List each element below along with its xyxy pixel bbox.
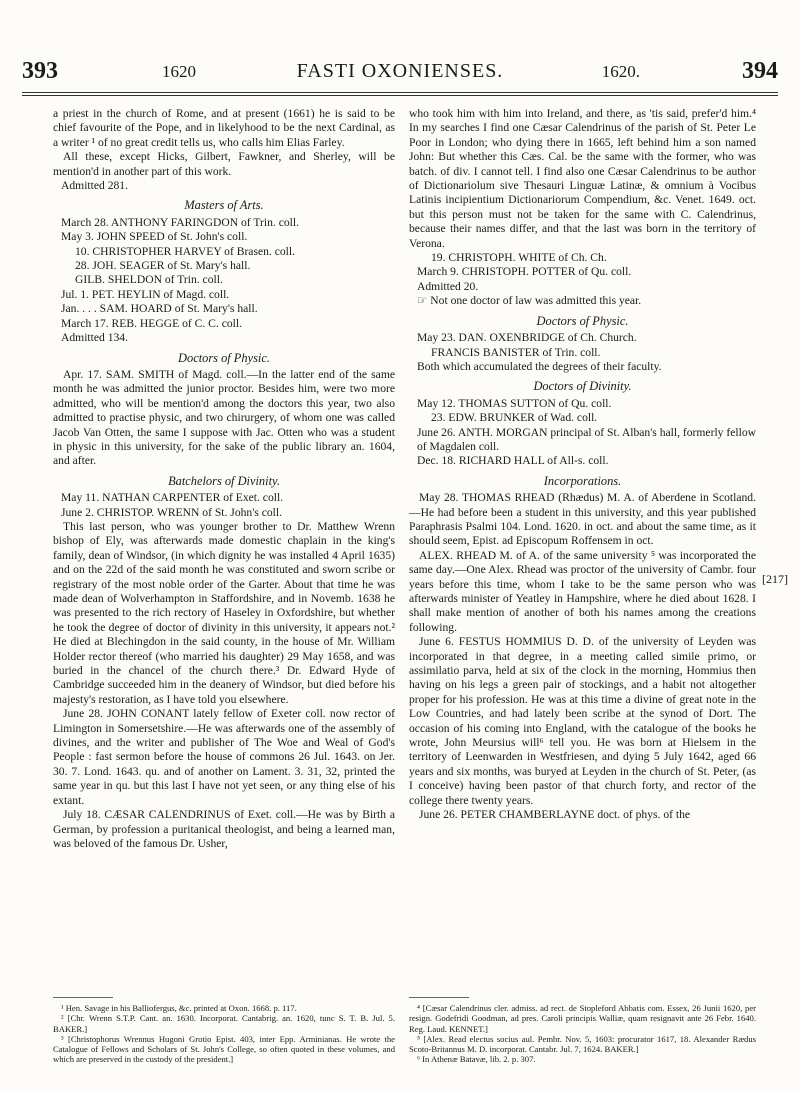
year-left: 1620 [162,62,196,81]
paragraph: Jul. 1. PET. HEYLIN of Magd. coll. [61,287,230,301]
paragraph: June 6. FESTUS HOMMIUS D. D. of the university of Leyden was incorporated in that degree, in a meeting called simile primo, or assimilatio parva, held at six of the clock in the morning, Hommius then having on his legs a green pair of stockings, and a habit not altogether proper for his profession. He was at this time a divine of great note in the Low Countries, and had lately been scribe at the synod of Dort. The occasion of his coming into England, with the catalogue of the books he wrote, John Meursius will⁶ tell you. He was born at Hielsem in the territory of Leenwarden in Westfriesen, and dying 5 July 1642, aged 66 years and six months, was buryed at Leyden in the church of St. Peter, (as I conceive) having been pastor of that church forty, and rector of the college there twenty years. [409,635,756,807]
footnote-rule-right [409,997,469,998]
footnote: ² [Chr. Wrenn S.T.P. Cant. an. 1630. Incorporat. Cantabrig. an. 1620, tunc S. T. B. Jul. 5. BAKER.] [53,1013,395,1034]
paragraph: Both which accumulated the degrees of their faculty. [417,359,662,373]
paragraph: This last person, who was younger brother to Dr. Matthew Wrenn bishop of Ely, was afterwards made domestic chaplain in the king's family, dean of Windsor, (in which dignity he was installed 4 April 1635) and on the 22d of the said month he was constituted and sworn scribe or registrary of the most noble order of the Garter. About that time he was made dean of Wolverhampton in Staffordshire, and in Novemb. 1638 he was presented to the rich rectory of Haseley in Oxfordshire, but whether he took the degree of doctor of divinity in this university, it appears not.² He died at Blechingdon in the said county, in the house of Mr. William Holder rector thereof (who married his daughter) 29 May 1658, and was buried in the chancel of the church there.³ Dr. Edward Hyde of Cambridge succeeded him in the deanery of Windsor, but died before his majesty's restoration, as I have told you elsewhere. [53,519,395,706]
page-number-right: 394 [742,58,778,84]
paragraph: March 9. CHRISTOPH. POTTER of Qu. coll. [417,265,632,279]
paragraph: Incorporations. [543,473,622,488]
footnotes-right [409,1003,756,1065]
paragraph: All these, except Hicks, Gilbert, Fawkner, and Sherley, will be mention'd in another part of this work. [53,150,395,178]
right-column [409,107,756,823]
paragraph: June 2. CHRISTOP. WRENN of St. John's coll. [61,505,282,519]
paragraph: 19. CHRISTOPH. WHITE of Ch. Ch. [431,251,607,265]
paragraph: 23. EDW. BRUNKER of Wad. coll. [431,411,598,425]
paragraph: Apr. 17. SAM. SMITH of Magd. coll.—In the latter end of the same month he was admitted the junior proctor. Besides him, were two more admitted, who will be mention'd among the doctors this year, two also admitted to practise physic, and two chirurgery, of whom one was called Jacob Van Otten, the same I suppose with Jac. Otten who was a student in physic in this university, for the sake of the public library an. 1604, and after. [53,367,395,468]
paragraph: March 17. REB. HEGGE of C. C. coll. [61,316,242,330]
paragraph: May 11. NATHAN CARPENTER of Exet. coll. [61,491,284,505]
footnotes-left [53,1003,395,1065]
paragraph: Batchelors of Divinity. [168,473,280,488]
paragraph: Admitted 281. [61,179,128,193]
paragraph: Admitted 20. [417,279,479,293]
margin-note: [217] [762,572,788,586]
paragraph: Doctors of Divinity. [533,379,632,394]
footnote-rule-left [53,997,113,998]
paragraph: June 28. JOHN CONANT lately fellow of Exeter coll. now rector of Limington in Somersetshire.—He was afterwards one of the assembly of divines, and the writer and publisher of The Woe and Weal of God's People : fast sermon before the house of commons 26 Jul. 1643. on Jer. 30. 7. Lond. 1643. qu. and of another on Lament. 3. 31, 32, printed the same year in qu. but this last I have not yet seen, or any thing else of his extant. [53,707,395,807]
paragraph: May 12. THOMAS SUTTON of Qu. coll. [417,396,612,410]
header-rule-double [22,95,778,96]
footnote: ⁵ [Alex. Read electus socius aul. Pembr. Nov. 5, 1603: procurator 1617, 18. Alexander Rædus Scoto-Britannus M. D. incorporat. Cantabr. Jul. 7, 1624. BAKER.] [409,1033,756,1055]
paragraph: June 26. PETER CHAMBERLAYNE doct. of phys. of the [419,808,691,822]
paragraph: 10. CHRISTOPHER HARVEY of Brasen. coll. [75,244,295,258]
page-number-left: 393 [22,58,58,84]
paragraph: Doctors of Physic. [178,350,270,365]
paragraph: ☞ Not one doctor of law was admitted this year. [417,294,642,308]
running-title: FASTI OXONIENSES. [296,60,504,82]
footnote: ⁴ [Cæsar Calendrinus cler. admiss. ad rect. de Stopleford Abbatis com. Essex, 26 Junii 1620, per resign. Godefridi Goodman, ad pres. Caroli principis Walliæ, quam resignavit ante 26 Febr. 1640. Reg. Laud. KENNET.] [409,1003,756,1034]
year-right: 1620. [601,62,640,81]
paragraph: June 26. ANTH. MORGAN principal of St. Alban's hall, formerly fellow of Magdalen coll. [417,425,756,453]
paragraph: Admitted 134. [61,331,128,345]
paragraph: who took him with him into Ireland, and there, as 'tis said, prefer'd him.⁴ In my searches I find one Cæsar Calendrinus of the parish of St. Peter Le Poor in London; who dying there in 1665, left behind him a son named John: But whether this Cæs. Cal. be the same with the former, who was batch. of div. I cannot tell. I find also one Cæsar Calendrinus to be author of Dictionariolum sive Thesauri Linguæ Latinæ, & omnium à Vocibus Latinis incipientium Dictionariorum Compendium, &c. Venet. 1649. oct. but this person must not be taken for the same with C. Calendrinus, because their names differ, and that the last was born in the territory of Verona. [409,107,756,250]
paragraph: Jan. . . . SAM. HOARD of St. Mary's hall. [61,302,258,316]
running-header [22,58,778,88]
header-rule [22,92,778,93]
paragraph: Dec. 18. RICHARD HALL of All-s. coll. [417,454,609,468]
footnote: ⁶ In Athenæ Batavæ, lib. 2. p. 307. [417,1054,536,1065]
paragraph: a priest in the church of Rome, and at present (1661) he is said to be chief favourite of the Pope, and in likelyhood to be the next Cardinal, as a writer ¹ of no great credit tells us, who calls him Elias Farley. [53,107,395,149]
paragraph: FRANCIS BANISTER of Trin. coll. [431,345,601,359]
paragraph: July 18. CÆSAR CALENDRINUS of Exet. coll.—He was by Birth a German, by profession a puritanical theologist, and being a learned man, was beloved of the famous Dr. Usher, [53,808,395,850]
footnote: ³ [Christophorus Wrennus Hugoni Grotio Epist. 403, inter Epp. Arminianas. He wrote the Catalogue of Fellows and Scholars of St. John's College, so often quoted in these volumes, and which are preserved in the custody of the president.] [53,1033,395,1065]
paragraph: 28. JOH. SEAGER of St. Mary's hall. [75,259,251,273]
paragraph: May 28. THOMAS RHEAD (Rhædus) M. A. of Aberdene in Scotland.—He had before been a student in this university, and this year published Paraphrasis Psalmi 104. Lond. 1620. in oct. and about the same time, as it should seem, Epist. ad Episcopum Roffensem in oct. [409,491,756,548]
paragraph: May 23. DAN. OXENBRIDGE of Ch. Church. [417,331,637,345]
paragraph: Doctors of Physic. [536,313,629,328]
paragraph: March 28. ANTHONY FARINGDON of Trin. coll. [61,215,299,229]
paragraph: ALEX. RHEAD M. of A. of the same university ⁵ was incorporated the same day.—One Alex. Rhead was proctor of the university of Cambr. four years before this time, whom I take to be the same person who was afterwards minister of Yeatley in Hampshire, where he died about 1628. I shall make mention of another of both his names among the creations following. [409,548,756,634]
paragraph: GILB. SHELDON of Trin. coll. [75,273,223,287]
paragraph: May 3. JOHN SPEED of St. John's coll. [61,230,248,244]
footnote: ¹ Hen. Savage in his Balliofergus, &c. printed at Oxon. 1668. p. 117. [61,1003,297,1013]
left-column [53,107,395,851]
paragraph: Masters of Arts. [184,198,264,213]
